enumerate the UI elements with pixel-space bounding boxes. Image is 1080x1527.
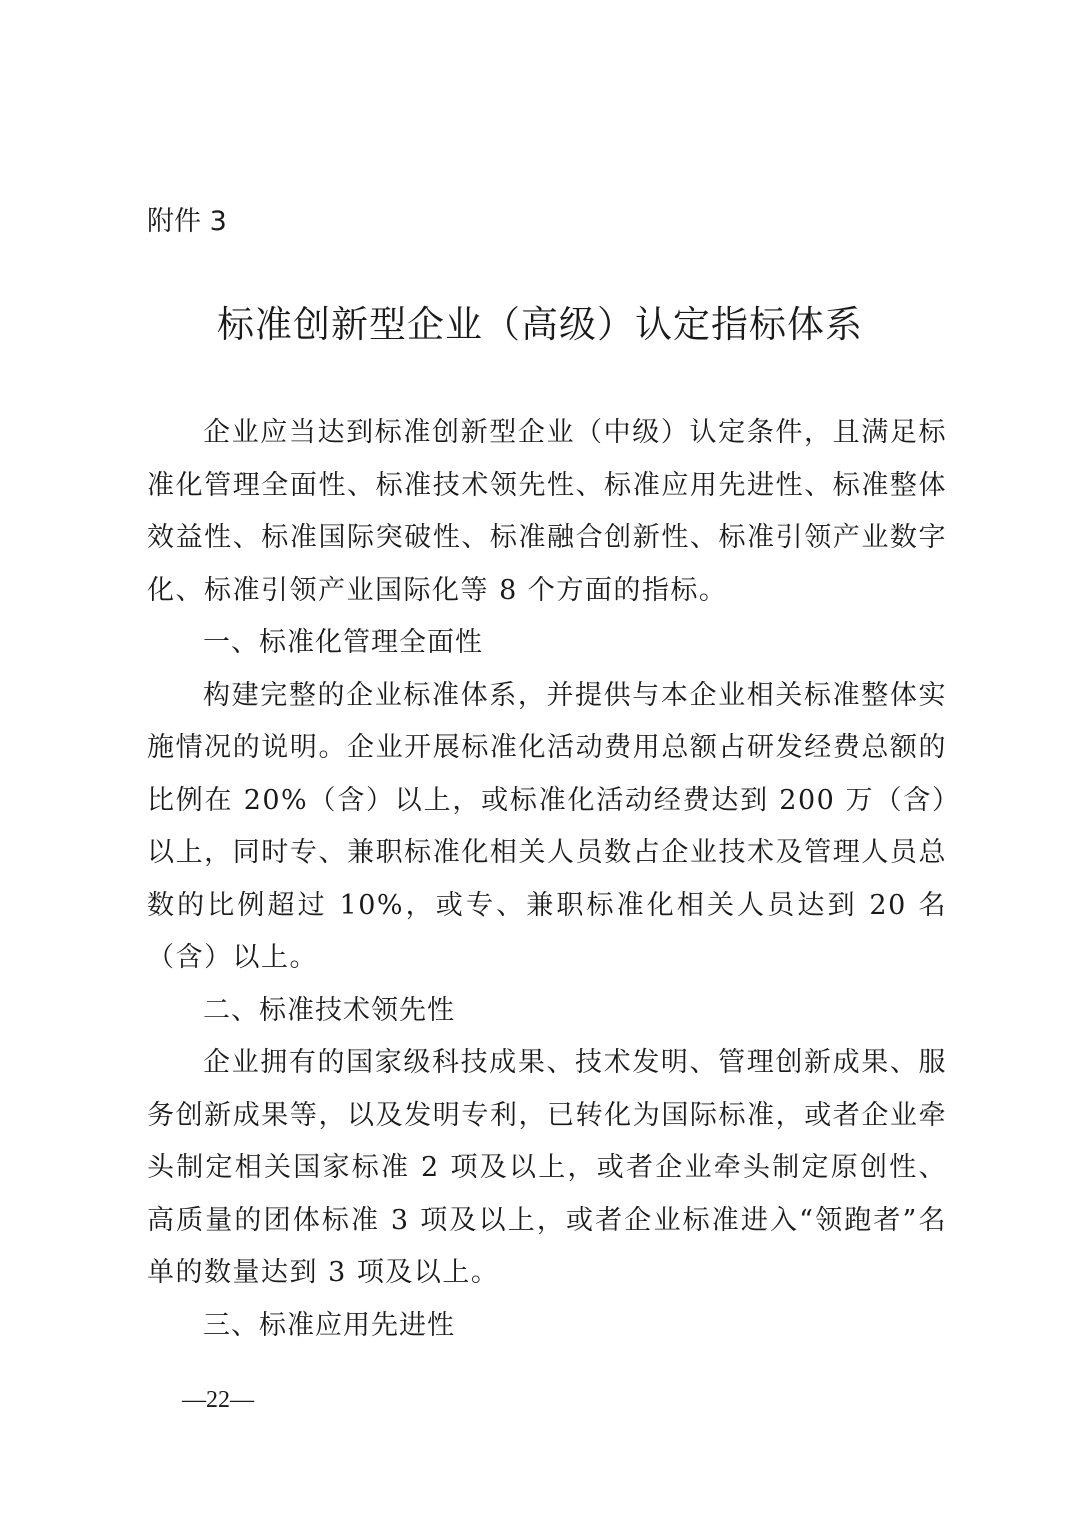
attachment-label: 附件 3	[147, 206, 227, 237]
page-number: —22—	[182, 1387, 254, 1413]
section-heading-2: 二、标准技术领先性	[203, 994, 455, 1026]
document-title: 标准创新型企业（高级）认定指标体系	[217, 303, 863, 346]
intro-paragraph: 企业应当达到标准创新型企业（中级）认定条件，且满足标准化管理全面性、标准技术领先性、标准应用先进性、标准整体效益性、标准国际突破性、标准融合创新性、标准引领产业数字化、标准引领产业国际化等 8 个方面的指标。	[147, 417, 947, 606]
section-paragraph-1: 构建完整的企业标准体系，并提供与本企业相关标准整体实施情况的说明。企业开展标准化活动费用总额占研发经费总额的比例在 20%（含）以上，或标准化活动经费达到 200 万（含）以上，同时专、兼职标准化相关人员数占企业技术及管理人员总数的比例超过 10%，或专、兼职标准化相关人员达到 20 名（含）以上。	[147, 679, 947, 973]
section-heading-1: 一、标准化管理全面性	[203, 627, 483, 658]
document-body	[147, 407, 947, 1352]
section-heading-3: 三、标准应用先进性	[203, 1309, 455, 1341]
section-paragraph-2: 企业拥有的国家级科技成果、技术发明、管理创新成果、服务创新成果等，以及发明专利，已转化为国际标准，或者企业牵头制定相关国家标准 2 项及以上，或者企业牵头制定原创性、高质量的团体标准 3 项及以上，或者企业标准进入“领跑者”名单的数量达到 3 项及以上。	[147, 1047, 947, 1288]
